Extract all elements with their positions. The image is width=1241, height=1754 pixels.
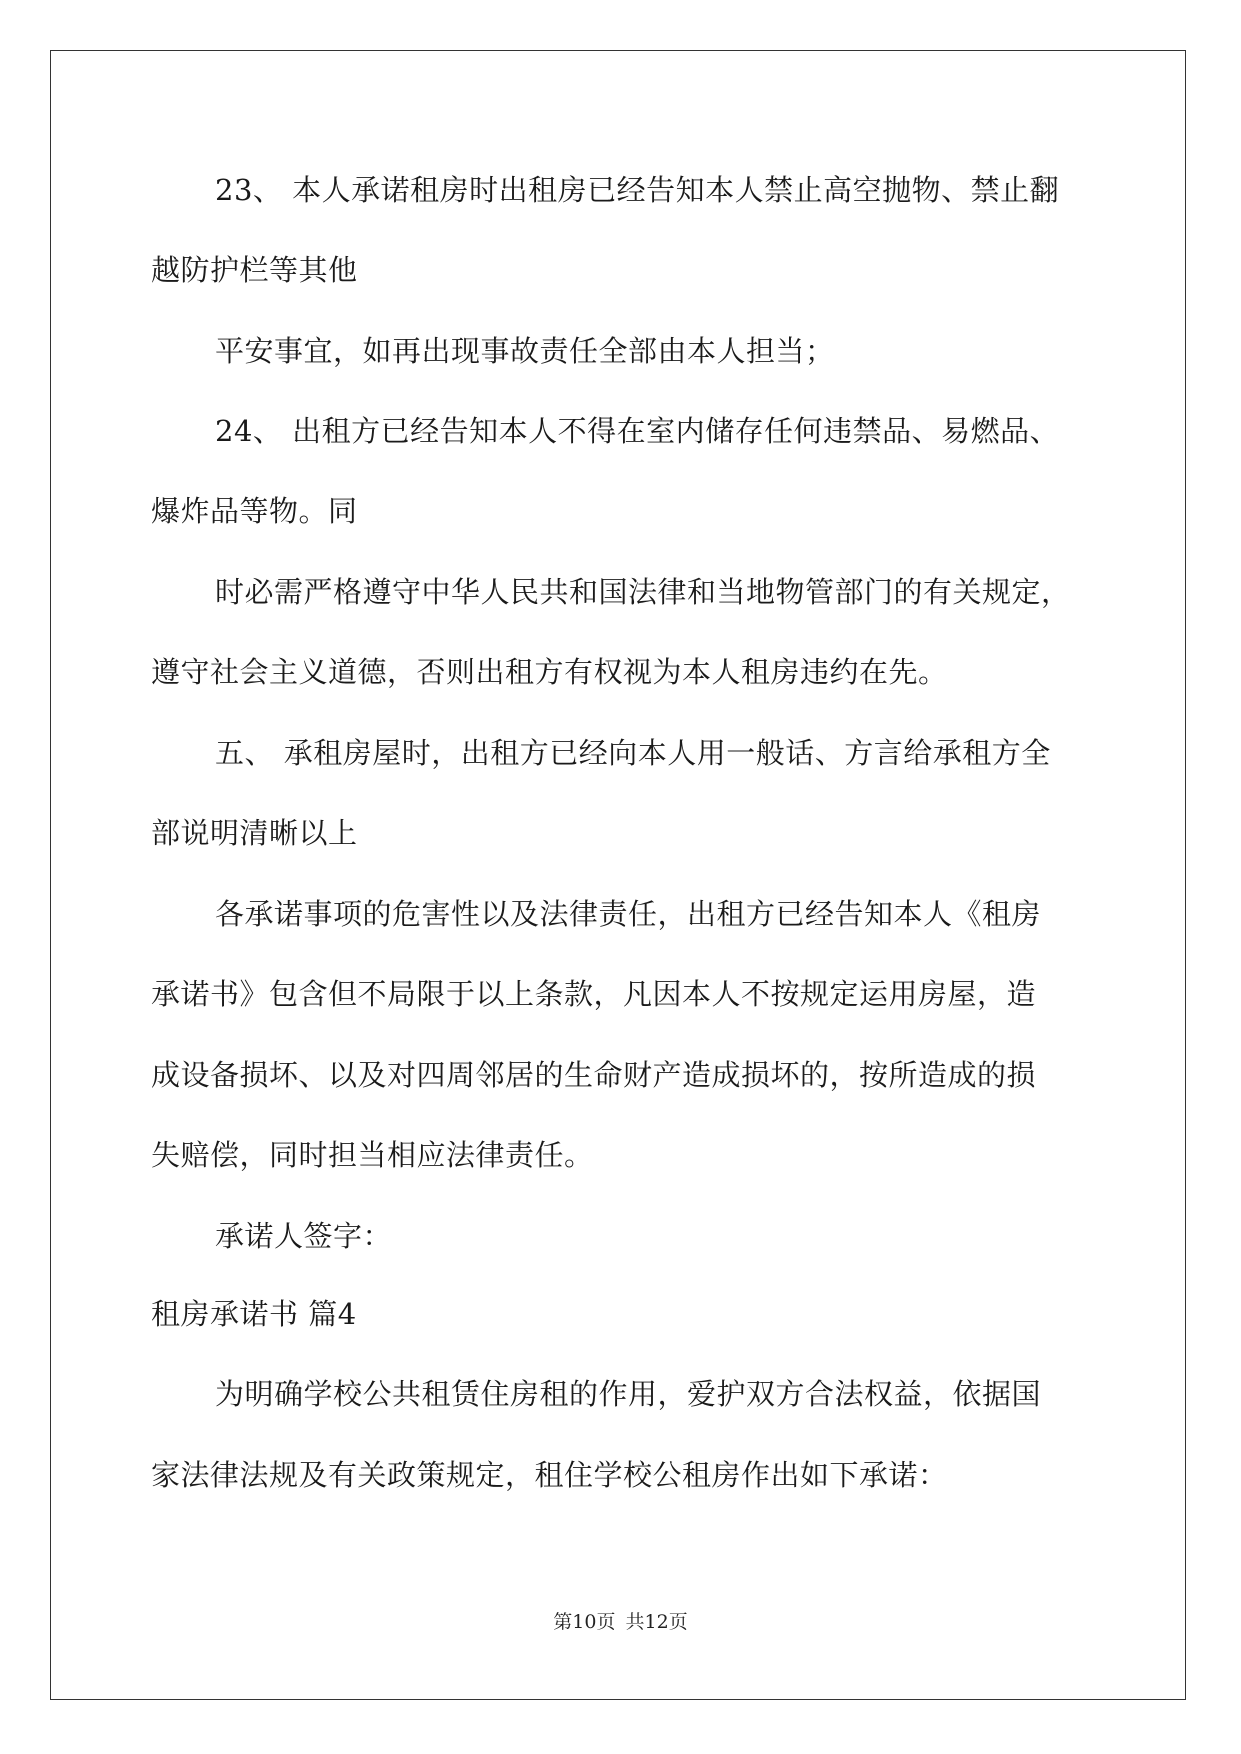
paragraph-line: 部说明清晰以上 <box>151 816 358 850</box>
paragraph-line: 遵守社会主义道德，否则出租方有权视为本人租房违约在先。 <box>151 655 948 689</box>
page-total: 共12页 <box>625 1611 688 1633</box>
page-number: 第10页 <box>553 1611 616 1633</box>
paragraph-line: 24、 出租方已经告知本人不得在室内储存任何违禁品、易燃品、 <box>215 414 1060 448</box>
section-heading: 租房承诺书 篇4 <box>151 1297 357 1331</box>
signature-label: 承诺人签字： <box>215 1219 393 1253</box>
page-border <box>50 50 1186 1700</box>
paragraph-line: 家法律法规及有关政策规定，租住学校公租房作出如下承诺： <box>151 1458 948 1492</box>
paragraph-line: 承诺书》包含但不局限于以上条款，凡因本人不按规定运用房屋，造 <box>151 977 1037 1011</box>
paragraph-line: 五、 承租房屋时，出租方已经向本人用一般话、方言给承租方全 <box>215 736 1051 770</box>
paragraph-line: 越防护栏等其他 <box>151 253 358 287</box>
paragraph-line: 成设备损坏、以及对四周邻居的生命财产造成损坏的，按所造成的损 <box>151 1058 1037 1092</box>
paragraph-line: 23、 本人承诺租房时出租房已经告知本人禁止高空抛物、禁止翻 <box>215 173 1060 207</box>
page-footer <box>0 1610 1241 1634</box>
paragraph-line: 失赔偿，同时担当相应法律责任。 <box>151 1138 594 1172</box>
paragraph-line: 为明确学校公共租赁住房租的作用，爱护双方合法权益，依据国 <box>215 1377 1042 1411</box>
paragraph-line: 平安事宜，如再出现事故责任全部由本人担当； <box>215 334 835 368</box>
paragraph-line: 时必需严格遵守中华人民共和国法律和当地物管部门的有关规定， <box>215 575 1071 609</box>
paragraph-line: 各承诺事项的危害性以及法律责任，出租方已经告知本人《租房 <box>215 897 1042 931</box>
paragraph-line: 爆炸品等物。同 <box>151 494 358 528</box>
